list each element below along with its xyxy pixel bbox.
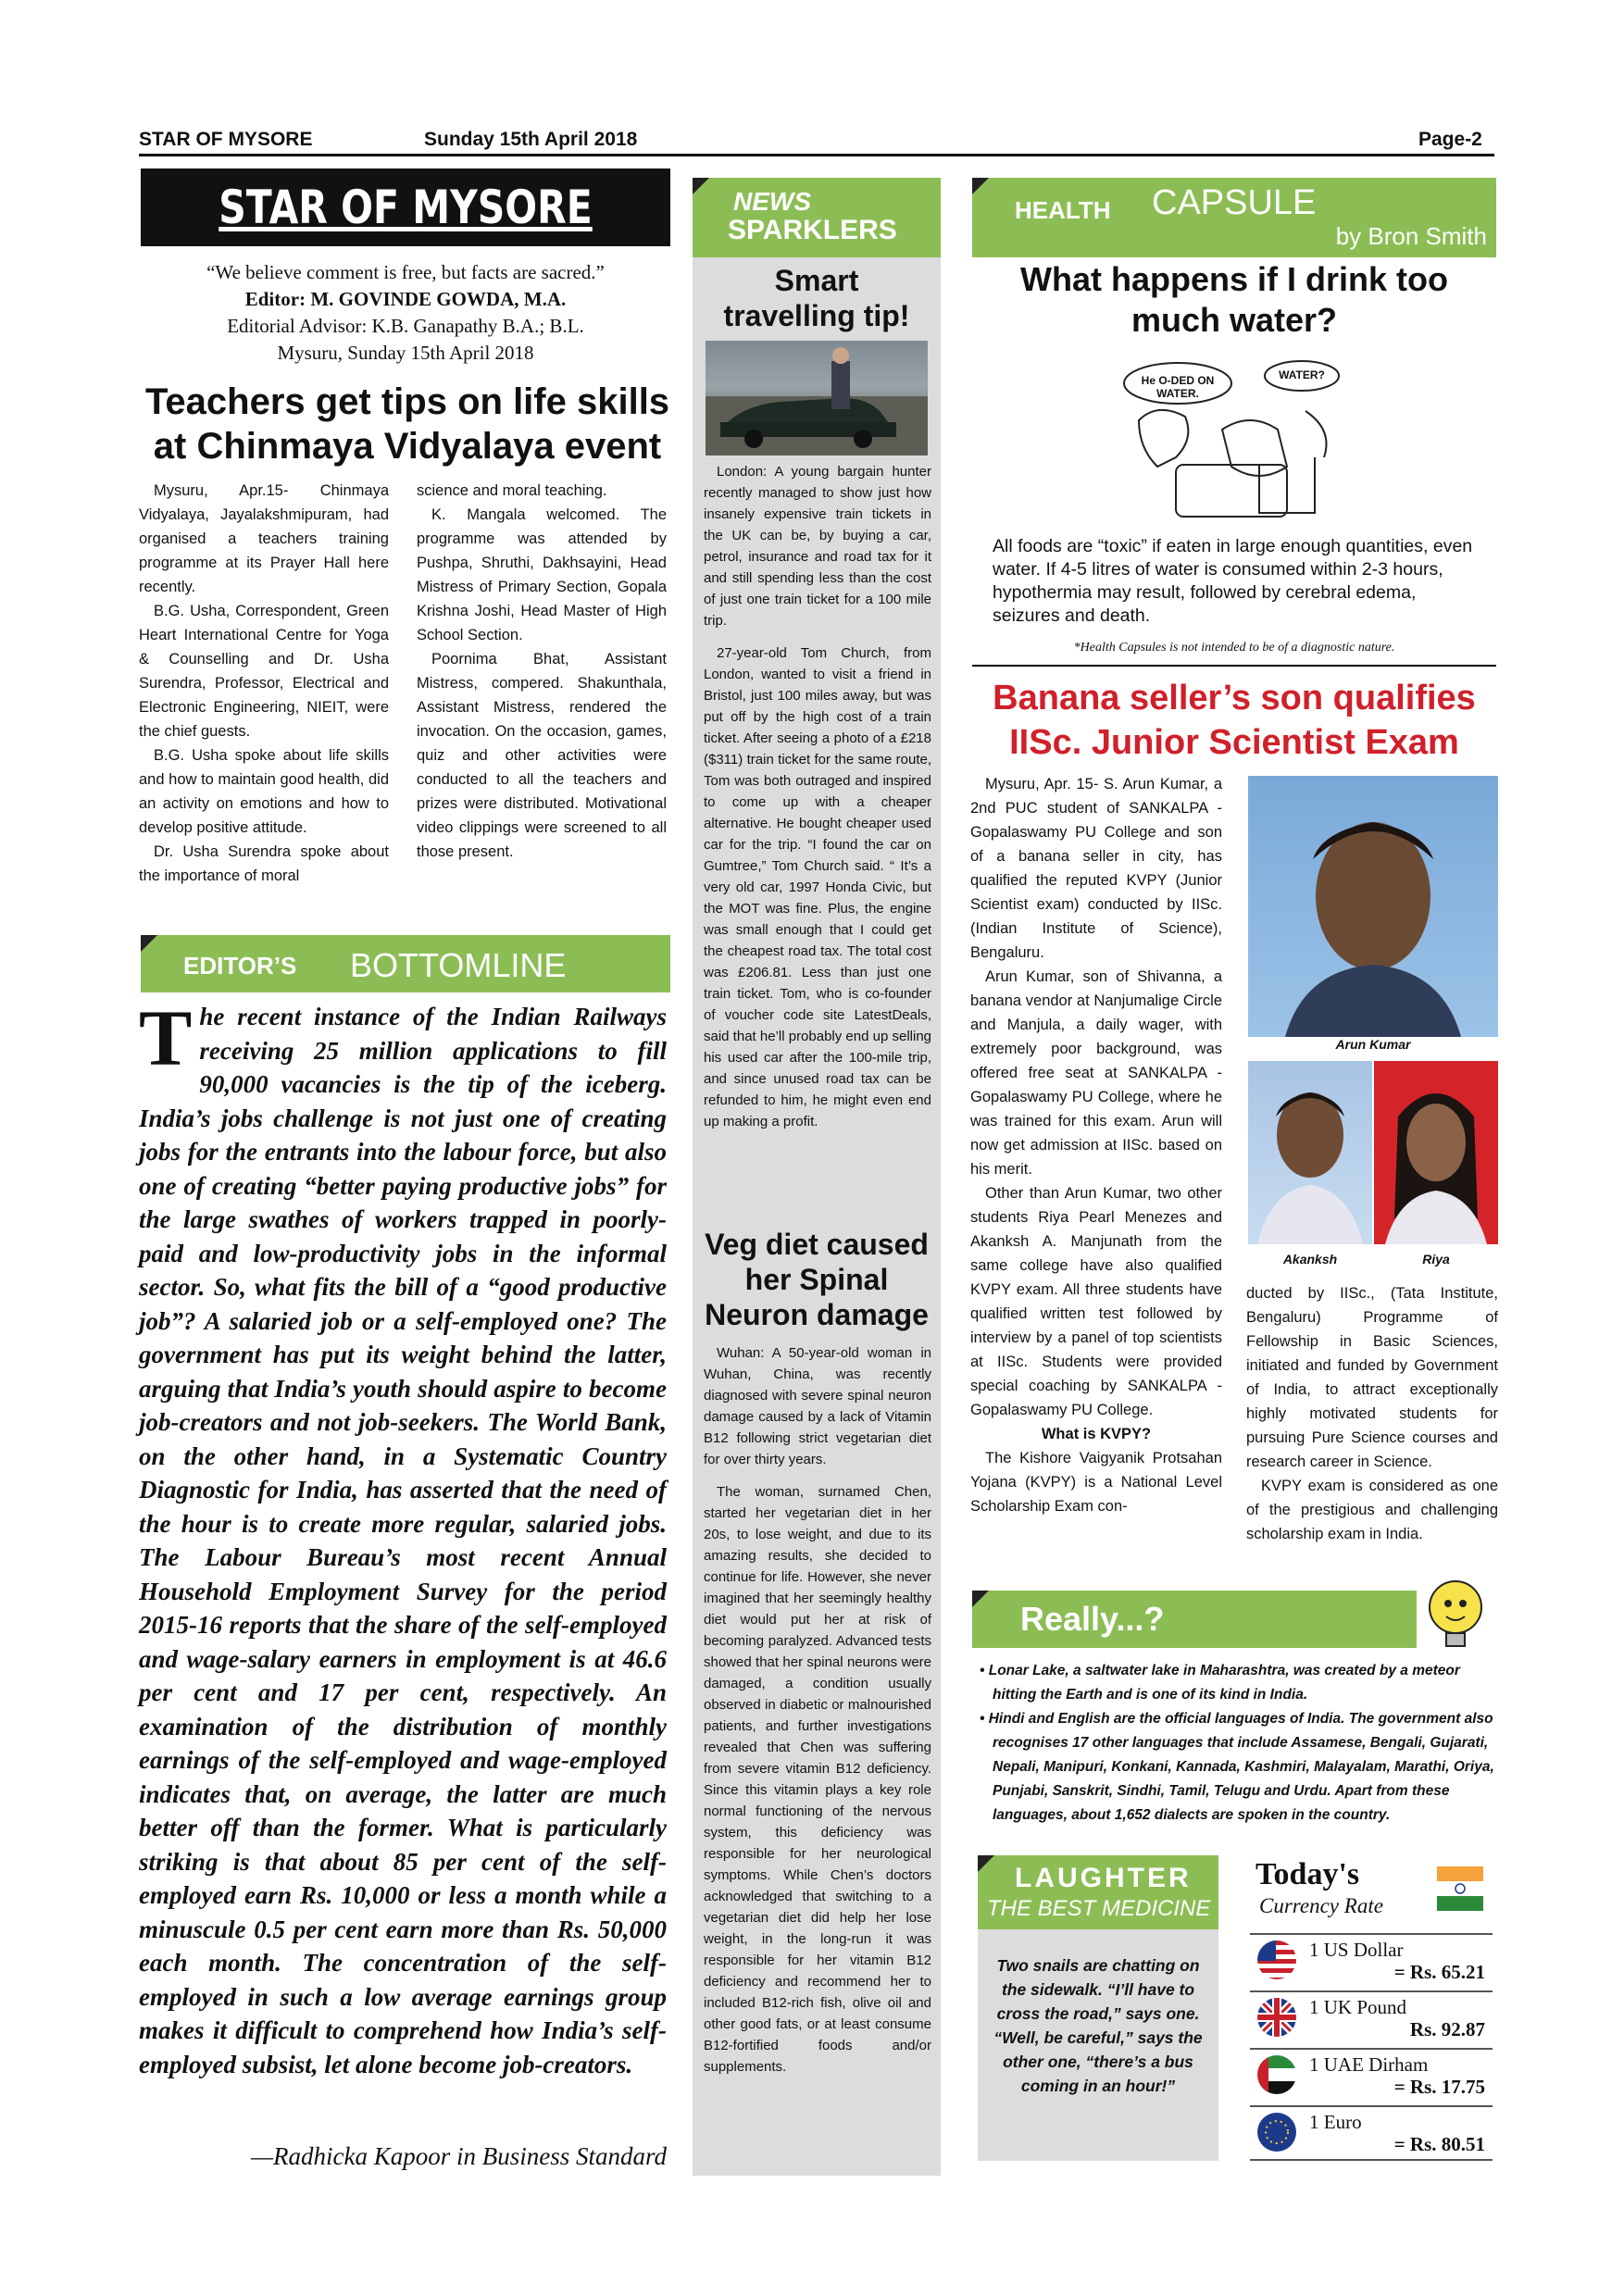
uae-flag [1257,2055,1296,2094]
editors-dropcap: T [139,993,193,1082]
india-flag [1437,1866,1483,1911]
currency-name: 1 UK Pound [1309,1996,1407,2018]
teachers-para: B.G. Usha spoke about life skills and how to maintain good health, did an activity on emotions and how to develop positive attitude. [139,747,389,836]
sparklers-band-2: SPARKLERS [728,215,897,245]
really-band [972,1591,1417,1648]
cartoon-bubble-1: He O-DED ON WATER. [1141,374,1215,400]
akanksh-photo [1248,1061,1372,1244]
banana-column-1 [970,772,1222,1518]
caption-riya: Riya [1422,1252,1450,1267]
currency-value: = Rs. 65.21 [1393,1961,1485,1983]
currency-name: 1 UAE Dirham [1309,2053,1429,2076]
really-band-title: Really...? [1020,1600,1165,1638]
laughter-joke: Two snails are chatting on the sidewalk. “I’ll have to cross the road,” says one. “Well, be careful,” says the other one, “there’s a bus coming in an hour!” [993,1956,1203,2095]
currency-name: 1 US Dollar [1309,1939,1404,1961]
banana-para: Mysuru, Apr. 15- S. Arun Kumar, a 2nd PUC student of SANKALPA - Gopalaswamy PU College and son of a banana seller in city, has qualified the reputed KVPY (Junior Scientist exam) conducted by IISc. (Indian Institute of Science), Bengaluru. [970,776,1222,961]
banana-headline-2: IISc. Junior Scientist Exam [1009,723,1459,762]
currency-value: = Rs. 17.75 [1393,2076,1485,2098]
masthead-editor: Editor: M. GOVINDE GOWDA, M.A. [244,288,567,310]
eu-flag-icon [1257,2113,1296,2152]
lightbulb-icon [1418,1574,1493,1657]
veg-title-2: her Spinal [744,1263,889,1296]
currency-name: 1 Euro [1309,2111,1362,2133]
banana-para: The Kishore Vaigyanik Protsahan Yojana (KVPY) is a National Level Scholarship Exam con- [970,1450,1222,1515]
sparklers-title-2: travelling tip! [723,299,910,332]
band-corner-icon [978,1855,994,1872]
health-band-light: CAPSULE [1152,183,1317,222]
health-rule [972,665,1496,667]
health-title-2: much water? [1131,301,1338,339]
band-corner-icon [972,178,989,194]
teachers-column-1 [139,479,389,888]
sparklers-story-1 [704,461,931,1143]
masthead-motto: “We believe comment is free, but facts are sacred.” [206,261,605,283]
really-item-text: Hindi and English are the official languages of India. The government also recognises 17 other languages that include Assamese, Bengali, Gujarati, Nepali, Manipuri, Konkani, Kannada, Kashmiri, Malayalam, Marathi, Oriya, Punjabi, Sanskrit, Sindhi, Tamil, Telugu and Urdu. Apart from these languages, about 1,652 dialects are spoken in the country. [988,1711,1494,1823]
currency-value: Rs. 92.87 [1409,2018,1485,2040]
band-corner-icon [972,1591,989,1607]
riya-portrait [1374,1061,1498,1244]
masthead-title: STAR OF MYSORE [219,181,593,234]
currency-row-aed [1250,2048,1493,2102]
masthead-dateline: Mysuru, Sunday 15th April 2018 [277,342,534,364]
really-item-text: Lonar Lake, a saltwater lake in Maharashtra, was created by a meteor hitting the Earth and is one of its kind in India. [988,1663,1460,1703]
health-byline: by Bron Smith [1335,222,1487,250]
editors-text: he recent instance of the Indian Railways receiving 25 million applications to fill 90,000 vacancies is the tip of the iceberg. India’s jobs challenge is not just one of creating jobs for the entrants into the labour force, but also one of creating “better paying productive jobs” for the large swathes of workers trapped in poorly-paid and low-productivity jobs in the informal sector. So, what fits the bill of a “good productive job”? A salaried job or a self-employed one? The government has put its weight behind the latter, arguing that India’s youth should aspire to become job-creators and not job-seekers. The World Bank, on the other hand, in a Systematic Country Diagnostic for India, has asserted that the need of the hour is to create more regular, salaried jobs. The Labour Bureau’s most recent Annual Household Employment Survey for the period 2015-16 reports that the share of the self-employed and wage-salary earners in employment is at 46.6 per cent and 17 per cent, respectively. An examination of the distribution of monthly earnings of the self-employed and wage-employed indicates that, on average, the latter are much better off than the former. What is particularly striking is that about 85 per cent of the self-employed earn Rs. 10,000 or less a month while a minuscule 0.5 per cent earn more than Rs. 50,000 each month. The concentration of the self-employed in such a low average earnings group makes it difficult to comprehend how India’s self-employed subsist, let alone become job-creators. [139,1003,667,2078]
teachers-column-2 [417,479,667,864]
caption-arun: Arun Kumar [1335,1037,1411,1052]
teachers-para: Mysuru, Apr.15- Chinmaya Vidyalaya, Jayalakshmipuram, had organised a teachers training programme at its Prayer Hall here recently. [139,482,389,595]
banana-subhead: What is KVPY? [1041,1426,1152,1442]
really-list [972,1659,1496,1828]
india-flag-icon [1437,1866,1483,1911]
teachers-headline-2: at Chinmaya Vidyalaya event [153,426,662,467]
currency-row-gbp [1250,1990,1493,2044]
banana-para: Other than Arun Kumar, two other students Riya Pearl Menezes and Akanksh A. Manjunath from the same college have also qualified KVPY exam. All three students have qualified written test followed by interview by a panel of top scientists at IISc. Students were provided special coaching by SANKALPA - Gopalaswamy PU College. [970,1185,1222,1418]
eu-flag [1257,2113,1296,2152]
header-date: Sunday 15th April 2018 [424,129,638,150]
caption-akanksh: Akanksh [1282,1252,1338,1267]
riya-photo [1374,1061,1498,1244]
arun-portrait [1248,776,1498,1037]
masthead-advisor: Editorial Advisor: K.B. Ganapathy B.A.; B.L. [227,315,584,337]
arun-photo [1248,776,1498,1037]
us-flag [1257,1940,1296,1979]
banana-headline-1: Banana seller’s son qualifies [993,679,1476,718]
health-title-1: What happens if I drink too [1020,260,1448,298]
teachers-para: Dr. Usha Surendra spoke about the importance of moral [139,843,389,884]
editors-byline: —Radhicka Kapoor in Business Standard [251,2142,667,2170]
banana-para: KVPY exam is considered as one of the prestigious and challenging scholarship exam in India. [1246,1478,1498,1542]
sparklers-para: Wuhan: A 50-year-old woman in Wuhan, China, was recently diagnosed with severe spinal neuron damage caused by a lack of Vitamin B12 following strict vegetarian diet for over thirty years. [704,1345,931,1467]
sparklers-band-1: NEWS [733,187,811,216]
health-body: All foods are “toxic” if eaten in large enough quantities, even water. If 4-5 litres of water is consumed within 2-3 hours, hypothermia may result, followed by cerebral edema, seizures and death. [993,536,1473,626]
teachers-para: K. Mangala welcomed. The programme was attended by Pushpa, Shruthi, Dakhsayini, Head Mistress of Primary Section, Gopala Krishna Joshi, Head Master of High School Section. [417,506,667,643]
editors-body [139,993,667,2081]
editors-band [141,935,670,992]
editors-band-bold: EDITOR’S [183,952,297,980]
currency-value: = Rs. 80.51 [1393,2133,1485,2155]
akanksh-portrait [1248,1061,1372,1244]
band-corner-icon [693,178,709,194]
teachers-para: Poornima Bhat, Assistant Mistress, compered. Shakunthala, Assistant Mistress, rendered the invocation. On the occasion, games, quiz and other activities were conducted to all the teachers and prizes were distributed. Motivational video clippings were screened to all those present. [417,651,667,860]
uk-flag-icon [1257,1998,1296,2037]
sparklers-para: London: A young bargain hunter recently managed to show just how insanely expensive train tickets in the UK can be, by buying a car, petrol, insurance and road tax for it and still spending less than the cost of just one train ticket for a 100 mile trip. [704,464,931,629]
health-band-bold: HEALTH [1015,196,1111,224]
veg-title-1: Veg diet caused [705,1228,929,1261]
health-disclaimer: *Health Capsules is not intended to be of a diagnostic nature. [1073,641,1395,655]
teachers-para: B.G. Usha, Correspondent, Green Heart International Centre for Yoga & Counselling and Dr. Usha Surendra, Professor, Electrical and Electronic Engineering, NIEIT, were the chief guests. [139,603,389,740]
header-paper-name: STAR OF MYSORE [139,129,313,150]
editors-band-light: BOTTOMLINE [350,946,567,984]
currency-row-eur [1250,2105,1493,2161]
header-rule [139,154,1494,156]
uae-flag-icon [1257,2055,1296,2094]
laughter-band-1: LAUGHTER [1015,1863,1192,1893]
teachers-para: science and moral teaching. [417,482,607,499]
veg-title-3: Neuron damage [705,1298,929,1331]
health-cartoon [1120,356,1350,528]
car-photo-image [706,341,928,455]
health-band [972,178,1496,257]
laughter-band [978,1855,1218,1929]
banana-para: ducted by IISc., (Tata Institute, Bengaluru) Programme of Fellowship in Basic Sciences, initiated and funded by Government of India, to attract exceptionally highly motivated students for pursuing Pure Science courses and research career in Science. [1246,1285,1498,1470]
header-page-number: Page-2 [1418,129,1482,150]
banana-para: Arun Kumar, son of Shivanna, a banana vendor at Nanjumalige Circle and Manjula, a daily wager, with extremely poor background, was offered free seat at SANKALPA - Gopalaswamy PU College, where he was trained for this exam. Arun will now get admission at IISc. based on his merit. [970,968,1222,1178]
uk-flag [1257,1998,1296,2037]
car-photo [706,341,928,455]
laughter-band-2: THE BEST MEDICINE [987,1896,1211,1921]
cartoon-bubble-2: WATER? [1279,368,1325,381]
sparklers-story-2 [704,1342,931,2089]
us-flag-icon [1257,1940,1296,1979]
sparklers-band [693,178,941,257]
bulb-icon [1418,1574,1493,1657]
really-item: • Hindi and English are the official languages of India. The government also recognises 17 other languages that include Assamese, Bengali, Gujarati, Nepali, Manipuri, Konkani, Kannada, Kashmiri, Malayalam, Marathi, Oriya, Punjabi, Sanskrit, Sindhi, Tamil, Telugu and Urdu. Apart from these languages, about 1,652 dialects are spoken in the country. [980,1711,1494,1823]
band-corner-icon [141,935,157,952]
sparklers-para: 27-year-old Tom Church, from London, wanted to visit a friend in Bristol, just 100 miles away, but was put off by the high cost of a train ticket. After seeing a photo of a £218 ($311) train ticket for the same route, Tom was both outraged and inspired to come up with a cheaper alternative. He bought cheaper used car for the trip. “I found the car on Gumtree,” Tom Church said. “ It’s a very old car, 1997 Honda Civic, but the MOT was fine. Plus, the engine was small enough that I could get the cheapest road tax. The total cost was £206.81. Less than just one train ticket. Tom, who is co-founder of voucher code site LatestDeals, said that he’ll probably end up selling his used car after the 100-mile trip, and since unused road tax can be refunded to him, he might even end up making a profit. [704,645,931,1129]
really-item: • Lonar Lake, a saltwater lake in Maharashtra, was created by a meteor hitting the Earth and is one of its kind in India. [980,1663,1460,1703]
teachers-headline-1: Teachers get tips on life skills [144,381,670,422]
banana-column-2 [1246,1281,1498,1546]
currency-title-2: Currency Rate [1259,1894,1383,1917]
currency-title-1: Today's [1255,1857,1360,1891]
currency-row-usd [1250,1933,1493,1987]
sparklers-para: The woman, surnamed Chen, started her vegetarian diet in her 20s, to lose weight, and due to its amazing results, she decided to continue for life. However, she never imagined that her seemingly healthy diet would put her at risk of becoming paralyzed. Advanced tests showed that her spinal neurons were damaged, a condition usually observed in diabetic or malnourished patients, and further investigations revealed that Chen was suffering from severe vitamin B12 deficiency. Since this vitamin plays a key role normal functioning of the nervous system, this deficiency was responsible for her neurological symptoms. While Chen’s doctors acknowledged that switching to a vegetarian diet did help her lose weight, in the long-run it was responsible for her vitamin B12 deficiency and recommend her to included B12-rich fish, olive oil and other good fats, or at least consume B12-fortified foods and/or supplements. [704,1484,931,2075]
sparklers-title-1: Smart [774,264,859,297]
